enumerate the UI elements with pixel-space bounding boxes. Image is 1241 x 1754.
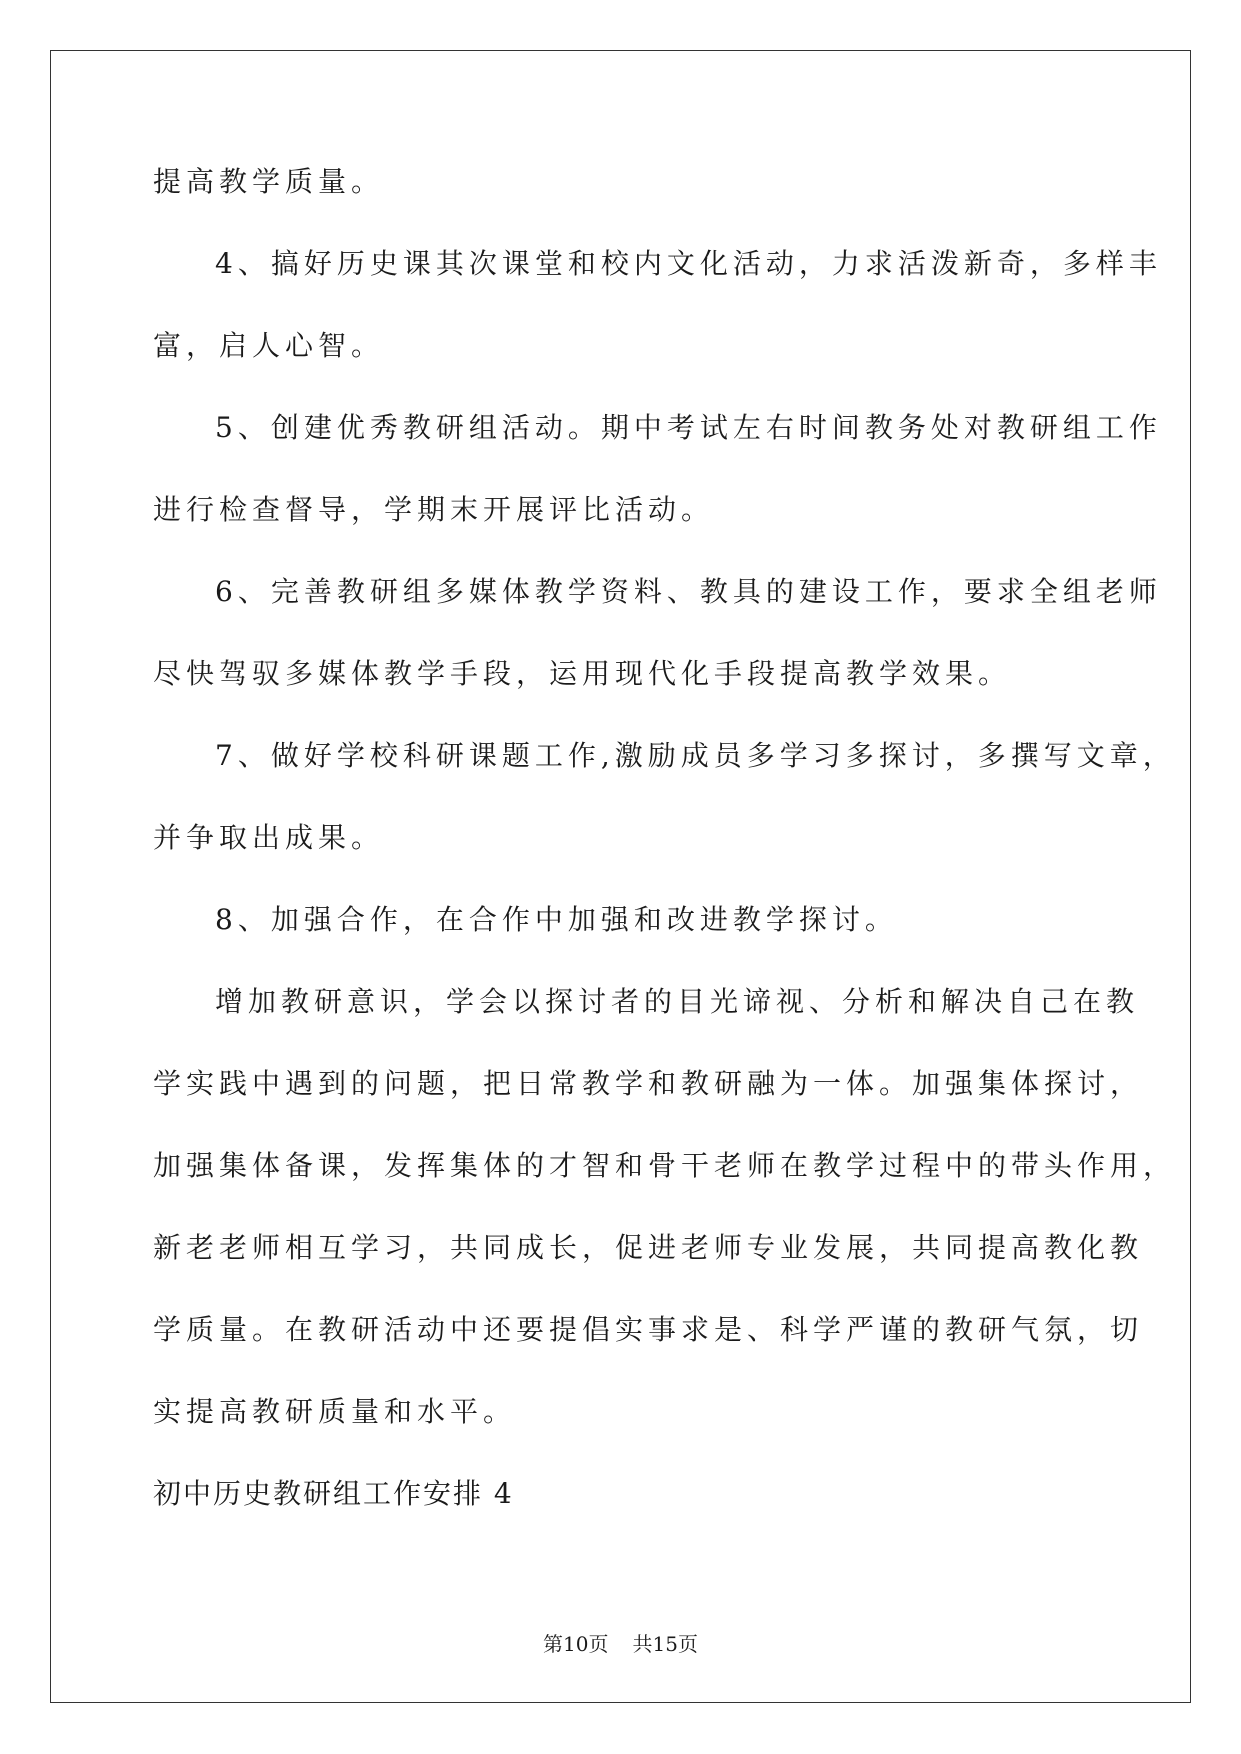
section-heading: 初中历史教研组工作安排 4 bbox=[153, 1477, 514, 1510]
text-line-3: 富，启人心智。 bbox=[153, 329, 385, 362]
text-line-7: 尽快驾驭多媒体教学手段，运用现代化手段提高教学效果。 bbox=[153, 657, 1012, 690]
text-line-16: 实提高教研质量和水平。 bbox=[153, 1395, 517, 1428]
text-line-8: 7、做好学校科研课题工作,激励成员多学习多探讨，多撰写文章， bbox=[215, 739, 1176, 772]
page-footer bbox=[0, 1628, 1241, 1657]
text-line-11: 增加教研意识，学会以探讨者的目光谛视、分析和解决自己在教 bbox=[215, 985, 1140, 1018]
text-line-2: 4、搞好历史课其次课堂和校内文化活动，力求活泼新奇，多样丰 bbox=[215, 247, 1162, 280]
text-line-12: 学实践中遇到的问题，把日常教学和教研融为一体。加强集体探讨， bbox=[153, 1067, 1144, 1100]
text-line-10: 8、加强合作，在合作中加强和改进教学探讨。 bbox=[215, 903, 898, 936]
current-page-number: 第10页 bbox=[543, 1632, 609, 1656]
document-body bbox=[153, 160, 1177, 1516]
text-line-4: 5、创建优秀教研组活动。期中考试左右时间教务处对教研组工作 bbox=[215, 411, 1162, 444]
text-line-9: 并争取出成果。 bbox=[153, 821, 385, 854]
text-line-6: 6、完善教研组多媒体教学资料、教具的建设工作，要求全组老师 bbox=[215, 575, 1162, 608]
total-page-count: 共15页 bbox=[632, 1632, 698, 1656]
text-line-1: 提高教学质量。 bbox=[153, 165, 385, 198]
text-line-14: 新老老师相互学习，共同成长，促进老师专业发展，共同提高教化教 bbox=[153, 1231, 1144, 1264]
text-line-5: 进行检查督导，学期末开展评比活动。 bbox=[153, 493, 715, 526]
text-line-15: 学质量。在教研活动中还要提倡实事求是、科学严谨的教研气氛，切 bbox=[153, 1313, 1144, 1346]
text-line-13: 加强集体备课，发挥集体的才智和骨干老师在教学过程中的带头作用， bbox=[153, 1149, 1177, 1182]
